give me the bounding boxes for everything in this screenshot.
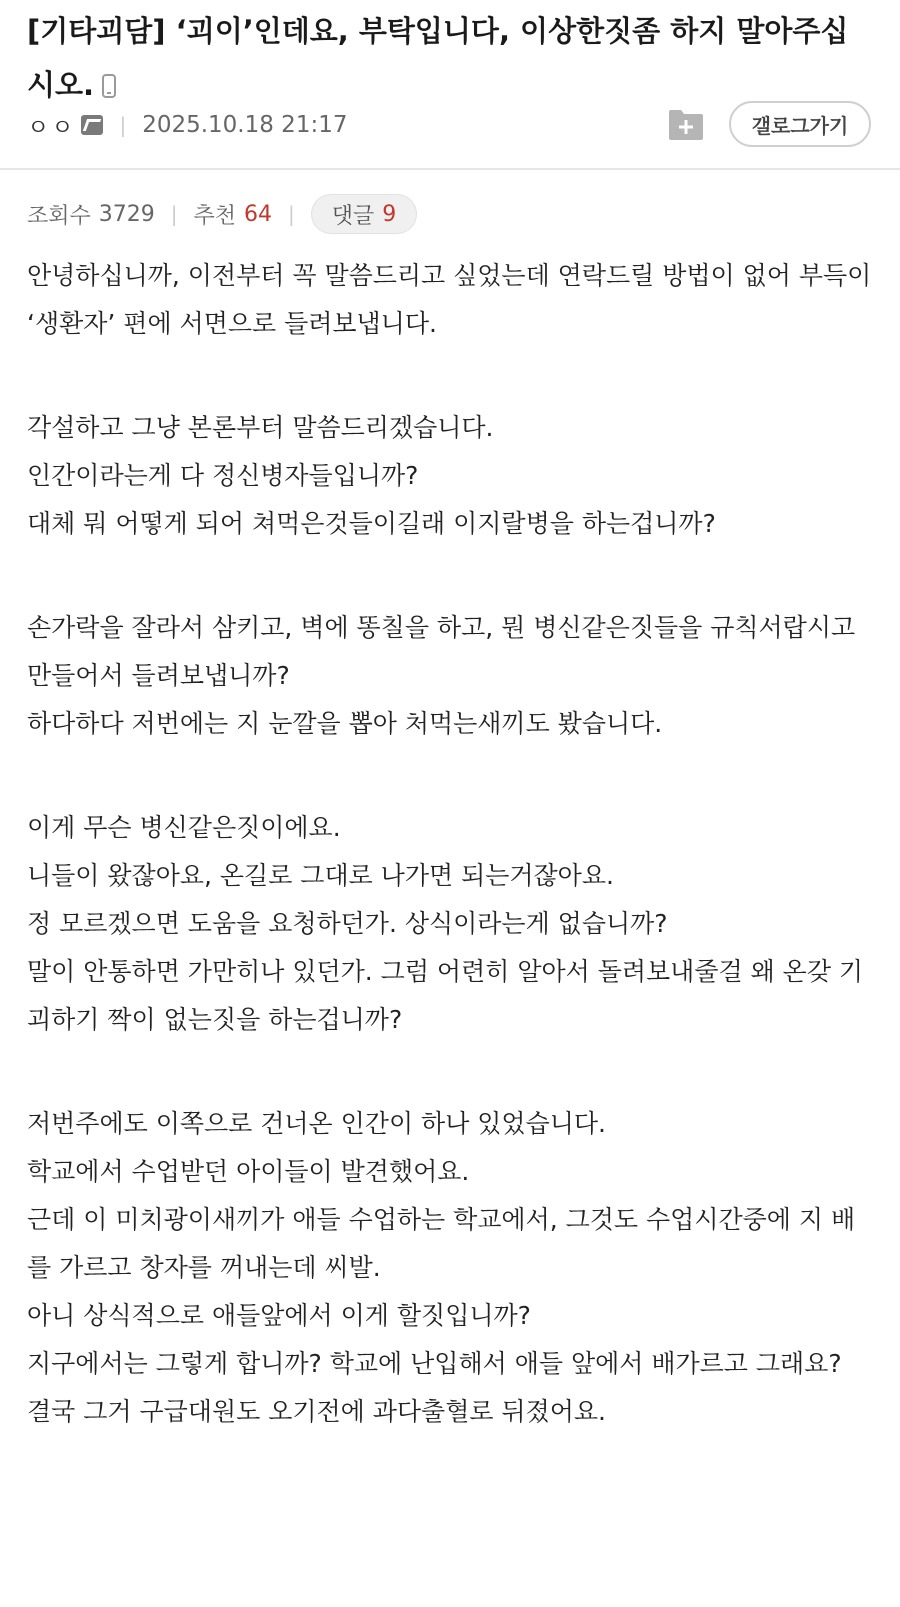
comments-label: 댓글 <box>331 203 375 229</box>
body-line: 근데 이 미치광이새끼가 애들 수업하는 학교에서, 그것도 수업시간중에 지 배를 가르고 창자를 꺼내는데 씨발. <box>27 1205 856 1282</box>
body-line: 인간이라는게 다 정신병자들입니까? <box>27 461 419 490</box>
body-line: 아니 상식적으로 애들앞에서 이게 할짓입니까? <box>27 1301 531 1330</box>
recommend-count: 64 <box>244 201 273 227</box>
body-line: 정 모르겠으면 도움을 요청하던가. 상식이라는게 없습니까? <box>27 909 668 938</box>
author-nickname[interactable]: ㅇㅇ <box>27 114 76 141</box>
gallog-button[interactable]: 갤로그가기 <box>729 101 871 147</box>
body-line: 안녕하십니까, 이전부터 꼭 말씀드리고 싶었는데 연락드릴 방법이 없어 부득이 ‘생환자’ 편에 서면으로 들려보냅니다. <box>27 261 872 338</box>
add-folder-icon[interactable] <box>667 108 705 140</box>
body-line: 하다하다 저번에는 지 눈깔을 뽑아 처먹는새끼도 봤습니다. <box>27 709 663 738</box>
body-line: 결국 그거 구급대원도 오기전에 과다출혈로 뒤졌어요. <box>27 1397 606 1426</box>
body-line: 말이 안통하면 가만히나 있던가. 그럼 어련히 알아서 돌려보내줄걸 왜 온갖 기괴하기 짝이 없는짓을 하는겁니까? <box>27 957 864 1034</box>
nickname-badge-icon <box>81 115 103 135</box>
comments-button[interactable] <box>311 194 418 234</box>
body-line: 손가락을 잘라서 삼키고, 벽에 똥칠을 하고, 뭔 병신같은짓들을 규칙서랍시고 만들어서 들려보냅니까? <box>27 613 856 690</box>
post-date: 2025.10.18 21:17 <box>142 112 348 138</box>
stats-divider: | <box>288 202 295 226</box>
recommend-label: 추천 <box>193 203 237 229</box>
views-count: 3729 <box>98 201 155 227</box>
body-line: 지구에서는 그렇게 합니까? 학교에 난입해서 애들 앞에서 배가르고 그래요? <box>27 1349 842 1378</box>
stats-divider: | <box>170 202 178 226</box>
post-title-text: [기타괴담] ‘괴이’인데요, 부탁입니다, 이상한짓좀 하지 말아주십시오. <box>27 14 849 102</box>
post-meta <box>27 108 347 142</box>
post-body <box>27 252 877 1436</box>
mobile-icon <box>102 74 116 98</box>
body-line: 학교에서 수업받던 아이들이 발견했어요. <box>27 1157 470 1186</box>
meta-divider: | <box>119 113 127 137</box>
body-line: 이게 무슨 병신같은짓이에요. <box>27 813 341 842</box>
body-line: 대체 뭐 어떻게 되어 쳐먹은것들이길래 이지랄병을 하는겁니까? <box>27 509 716 538</box>
body-line: 저번주에도 이쪽으로 건너온 인간이 하나 있었습니다. <box>27 1109 606 1138</box>
views-label: 조회수 <box>27 203 91 229</box>
body-line: 니들이 왔잖아요, 온길로 그대로 나가면 되는거잖아요. <box>27 861 614 890</box>
post-title <box>27 4 867 112</box>
comments-count: 9 <box>382 201 397 227</box>
body-line: 각설하고 그냥 본론부터 말씀드리겠습니다. <box>27 413 494 442</box>
post-header <box>0 0 900 170</box>
post-stats <box>27 192 417 236</box>
